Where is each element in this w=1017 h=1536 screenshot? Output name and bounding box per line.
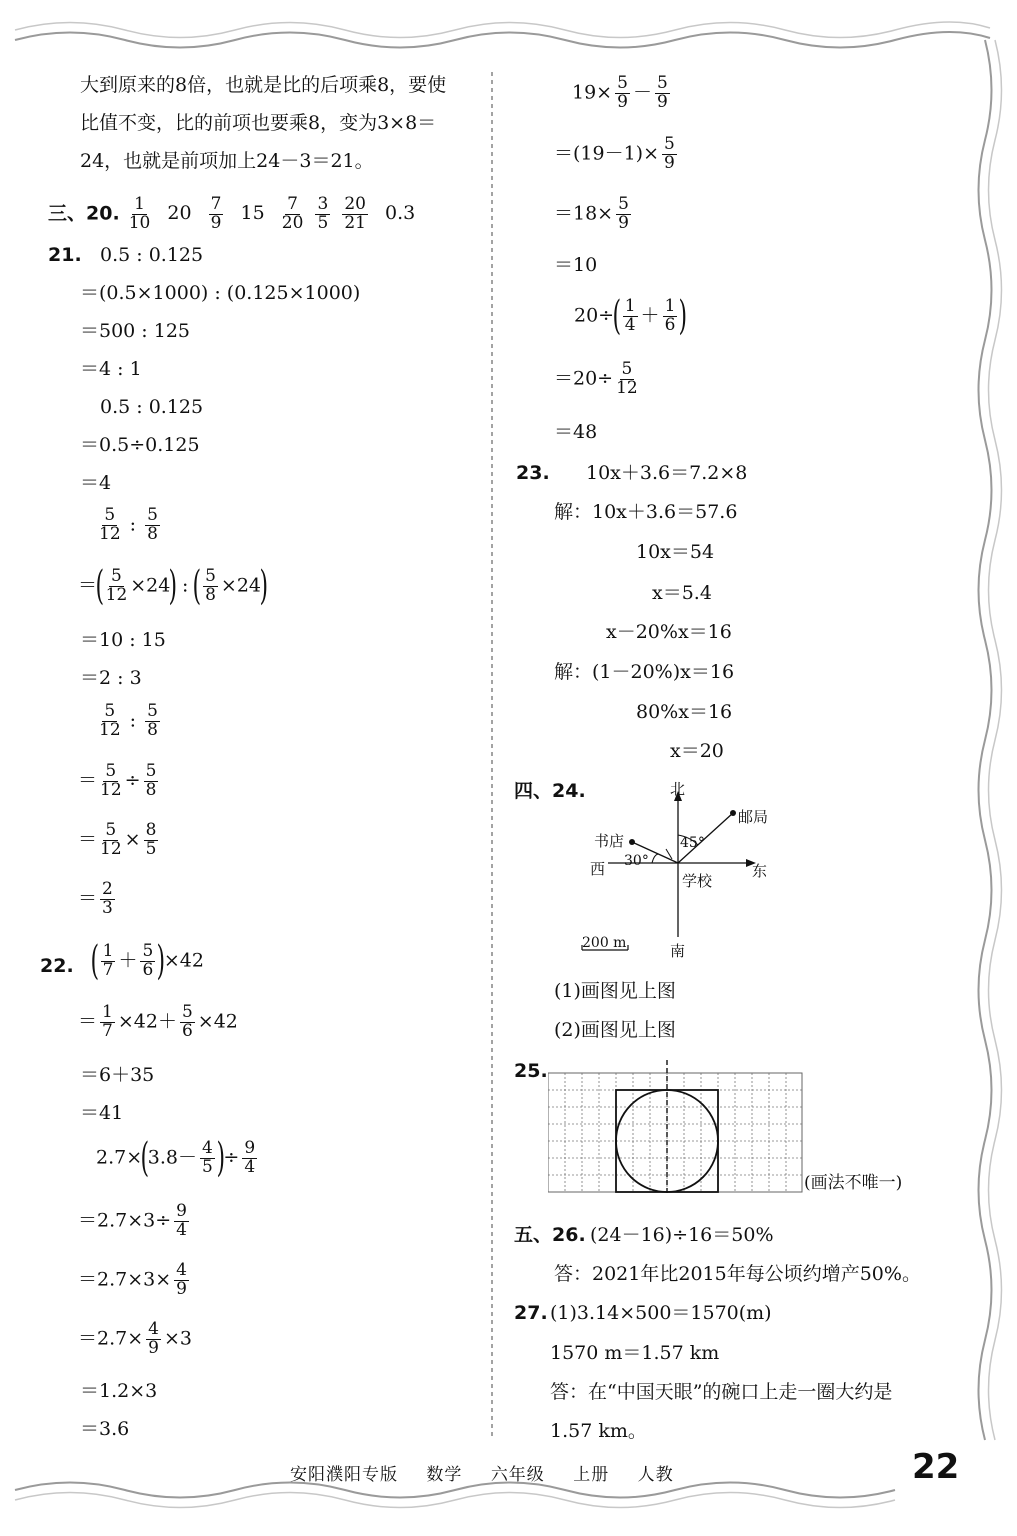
- q23-step: 解：10x＋3.6＝57.6: [554, 501, 738, 523]
- q21-ratio: $\frac{5}{12}$ : $\frac{5}{8}$: [99, 505, 158, 544]
- q24-label: 四、24.: [514, 780, 586, 802]
- footer: [290, 1460, 696, 1485]
- grid-figure: [548, 1058, 804, 1196]
- bookstore-label: 书店: [594, 832, 625, 850]
- q21-step: ＝2 : 3: [80, 667, 142, 689]
- q21-step: ＝10 : 15: [80, 629, 166, 651]
- carryover-line-2: 比值不变，比的前项也要乘8，变为3×8＝: [80, 112, 437, 134]
- q22-step: ＝3.6: [80, 1418, 130, 1440]
- q26-label: 五、26.: [514, 1224, 586, 1246]
- q27-step: 1570 m＝1.57 km: [550, 1342, 720, 1364]
- q23-step: x－20%x＝16: [606, 621, 732, 643]
- west-label: 西: [590, 860, 606, 878]
- q22-label: 22.: [40, 955, 74, 977]
- carryover-line-1: 大到原来的8倍，也就是比的后项乘8，要使: [80, 74, 447, 96]
- q27-answer-cont: 1.57 km。: [550, 1420, 647, 1442]
- footer-publisher: 人教: [637, 1465, 674, 1485]
- q21-step: ＝ $\frac{2}{3}$: [78, 879, 113, 918]
- q22-step: 2.7×(3.8－ $\frac{4}{5}$ )÷ $\frac{9}{4}$: [96, 1135, 256, 1182]
- east-label: 东: [752, 862, 768, 880]
- carryover-line-3: 24，也就是前项加上24－3＝21。: [80, 150, 374, 172]
- q23-step: 解：(1－20%)x＝16: [554, 661, 735, 683]
- angle-45-label: 45°: [680, 835, 705, 851]
- q21-ratio: $\frac{5}{12}$ : $\frac{5}{8}$: [99, 701, 158, 740]
- q23-step: 80%x＝16: [636, 701, 733, 723]
- q23-step: 10x＝54: [636, 541, 715, 563]
- footer-subject: 数学: [426, 1465, 463, 1485]
- footer-edition: 安阳濮阳专版: [290, 1465, 398, 1485]
- q22r-step: ＝48: [554, 421, 598, 443]
- q23-step: x＝5.4: [652, 582, 712, 604]
- fraction: $\frac{7}{20}$: [281, 194, 304, 233]
- q24-answer-2: (2)画图见上图: [554, 1019, 676, 1041]
- value: 15: [240, 202, 265, 225]
- q22-step: ＝ $\frac{1}{7}$ ×42＋ $\frac{5}{6}$ ×42: [78, 1002, 238, 1041]
- q26-calc: (24－16)÷16＝50%: [590, 1224, 774, 1246]
- q24-answer-1: (1)画图见上图: [554, 980, 676, 1002]
- q21-step: ＝ $\frac{5}{12}$ ÷ $\frac{5}{8}$: [78, 761, 157, 800]
- q27-answer: 答：在“中国天眼”的碗口上走一圈大约是: [550, 1381, 893, 1403]
- q21-step: ＝( $\frac{5}{12}$ ×24) : ( $\frac{5}{8}$ ×24): [78, 563, 269, 610]
- scale-label: 200 m: [582, 935, 627, 951]
- footer-grade: 六年级: [490, 1465, 545, 1485]
- q27-step: (1)3.14×500＝1570(m): [550, 1302, 772, 1324]
- q27-label: 27.: [514, 1302, 548, 1324]
- page-number: 22: [912, 1447, 960, 1487]
- q25-label: 25.: [514, 1060, 548, 1082]
- q22r-step: ＝18× $\frac{5}{9}$: [554, 194, 629, 233]
- q21-step: ＝0.5÷0.125: [80, 434, 200, 456]
- q23-label: 23.: [516, 462, 550, 484]
- q21-step: ＝4: [80, 472, 112, 494]
- q22-step: ＝2.7× $\frac{4}{9}$ ×3: [78, 1319, 192, 1358]
- fraction: $\frac{1}{10}$: [128, 194, 151, 233]
- q21-step: ＝4 : 1: [80, 358, 142, 380]
- fraction: $\frac{7}{9}$: [210, 194, 222, 233]
- q22r-step: 20÷( $\frac{1}{4}$ ＋ $\frac{1}{6}$ ): [574, 293, 688, 340]
- q22r-step: ＝20÷ $\frac{5}{12}$: [554, 359, 638, 398]
- value: 20: [167, 202, 192, 225]
- angle-30-label: 30°: [624, 853, 649, 869]
- school-label: 学校: [682, 872, 713, 890]
- q23-step: 10x＋3.6＝7.2×8: [586, 462, 748, 484]
- fraction: $\frac{3}{5}$: [317, 194, 329, 233]
- q22-step: ＝41: [80, 1102, 124, 1124]
- q22r-step: ＝10: [554, 254, 598, 276]
- south-label: 南: [670, 942, 686, 960]
- q21-step: 0.5 : 0.125: [100, 396, 204, 418]
- q26-answer: 答：2021年比2015年每公顷约增产50%。: [554, 1263, 921, 1285]
- q22r-step: 19× $\frac{5}{9}$ － $\frac{5}{9}$: [572, 73, 668, 112]
- value: 0.3: [385, 202, 416, 225]
- q22r-step: ＝(19－1)× $\frac{5}{9}$: [554, 134, 675, 173]
- q20-answers: [48, 196, 423, 233]
- q21-step: 0.5 : 0.125: [100, 244, 204, 266]
- q25-note: (画法不唯一): [804, 1173, 903, 1193]
- q22-step: ( $\frac{1}{7}$ ＋ $\frac{5}{6}$ )×42: [90, 938, 204, 985]
- q22-step: ＝1.2×3: [80, 1380, 158, 1402]
- q22-step: ＝2.7×3× $\frac{4}{9}$: [78, 1260, 187, 1299]
- q21-step: ＝500 : 125: [80, 320, 191, 342]
- q22-step: ＝6＋35: [80, 1064, 155, 1086]
- q23-step: x＝20: [670, 740, 724, 762]
- north-label: 北: [670, 780, 686, 798]
- q22-step: ＝2.7×3÷ $\frac{9}{4}$: [78, 1201, 187, 1240]
- fraction: $\frac{20}{21}$: [344, 194, 366, 233]
- q21-label: 21.: [48, 244, 82, 266]
- footer-volume: 上册: [573, 1465, 610, 1485]
- q21-step: ＝(0.5×1000) : (0.125×1000): [80, 282, 361, 304]
- post-office-label: 邮局: [738, 808, 769, 826]
- q20-label: 三、20.: [48, 202, 120, 225]
- q21-step: ＝ $\frac{5}{12}$ × $\frac{8}{5}$: [78, 820, 157, 859]
